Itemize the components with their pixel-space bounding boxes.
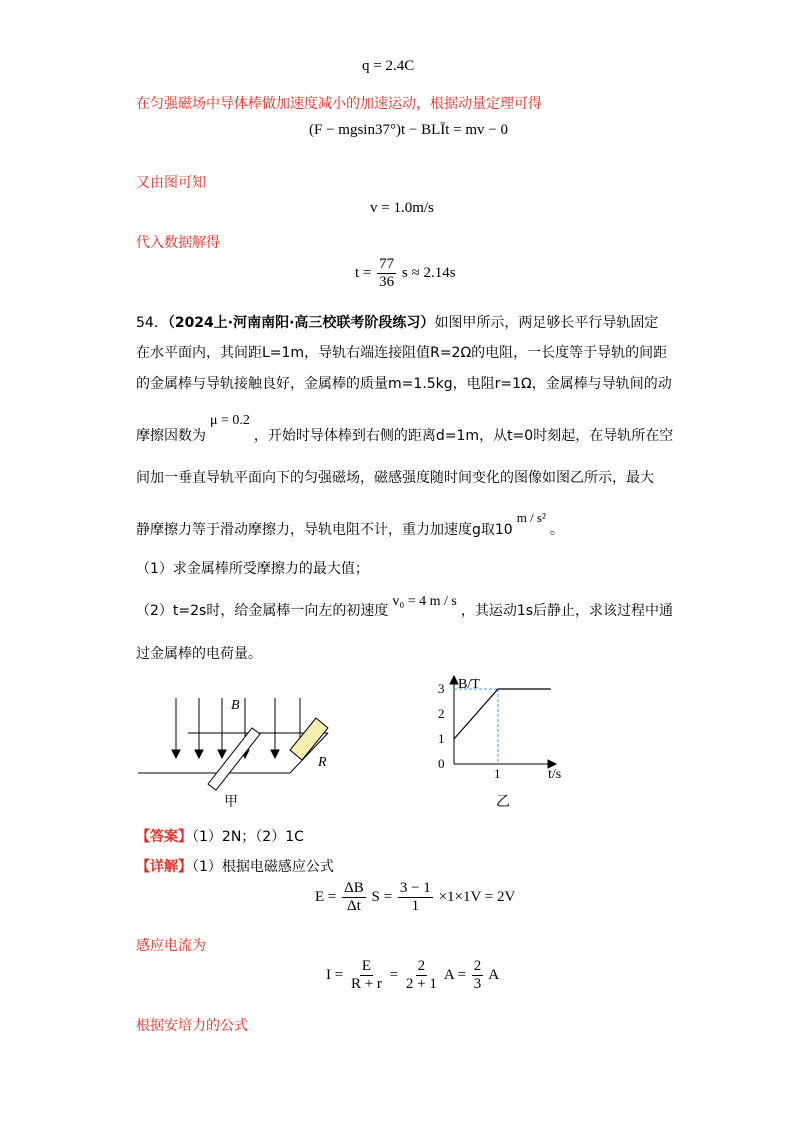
y-tick-0: 0 — [438, 756, 445, 771]
x-axis-label: t/s — [548, 767, 562, 782]
text-current: 感应电流为 — [136, 938, 206, 954]
label-B: B — [231, 698, 240, 713]
text-ampere: 根据安培力的公式 — [136, 1018, 248, 1034]
mu-expression: μ = 0.2 — [210, 413, 250, 428]
question-1: （1）求金属棒所受摩擦力的最大值； — [136, 561, 369, 577]
y-axis-arrow — [450, 676, 458, 684]
eq-charge: q = 2.4C — [362, 58, 415, 74]
y-tick-2: 2 — [438, 706, 445, 721]
problem-line-4: 摩擦因数为μ = 0.2，开始时导体棒到右侧的距离d=1m，从t=0时刻起，在导轨所在空 — [136, 413, 674, 444]
answer-line: 【答案】（1）2N；（2）1C — [136, 829, 304, 845]
caption-jia: 甲 — [224, 794, 238, 810]
text-from-graph: 又由图可知 — [136, 175, 206, 191]
caption-yi: 乙 — [496, 794, 510, 810]
y-axis-label: B/T — [458, 677, 480, 692]
g-unit: m / s² — [516, 510, 546, 525]
eq-time: t = $\frac{77}{36}$ s ≈ 2.14s — [355, 256, 456, 290]
problem-number: 54． — [136, 315, 168, 331]
figure-rails — [130, 690, 350, 810]
problem-line-3: 的金属棒与导轨接触良好，金属棒的质量m=1.5kg，电阻r=1Ω，金属棒与导轨间的动 — [136, 376, 672, 392]
detail-tag: 【详解】 — [136, 859, 192, 875]
y-tick-3: 3 — [438, 681, 445, 696]
eq-momentum: (F − mgsin37°)t − BLĪt = mv − 0 — [309, 122, 509, 138]
figure-bt-graph — [420, 672, 580, 812]
text-momentum-intro: 在匀强磁场中导体棒做加速度减小的加速运动，根据动量定理可得 — [136, 96, 542, 112]
y-tick-1: 1 — [438, 731, 445, 746]
bt-series-line — [454, 689, 551, 739]
detail-line: 【详解】（1）根据电磁感应公式 — [136, 859, 334, 875]
question-2-line-1: （2）t=2s时，给金属棒一向左的初速度v₀ = 4 m / s，其运动1s后静止，求该过程中通 — [136, 594, 674, 619]
eq-velocity: v = 1.0m/s — [370, 200, 434, 216]
problem-line-5: 间加一垂直导轨平面向下的匀强磁场，磁感强度随时间变化的图像如图乙所示，最大 — [136, 470, 654, 486]
answer-tag: 【答案】 — [136, 829, 192, 845]
x-tick-1: 1 — [494, 766, 501, 781]
eq-emf: E = $\frac{\Delta B}{\Delta t}$ S = $\frac{3 - 1}{1}$ ×1×1V = 2V — [315, 880, 516, 914]
text-substitute: 代入数据解得 — [136, 235, 220, 251]
eq-current: I = $\frac{E}{R + r}$ = $\frac{2}{2 + 1}$ A = $\frac{2}{3}$ A — [326, 958, 500, 992]
question-2-line-2: 过金属棒的电荷量。 — [136, 646, 262, 662]
problem-source: （2024上·河南南阳·高三校联考阶段练习） — [167, 315, 435, 331]
problem-line-6: 静摩擦力等于滑动摩擦力，导轨电阻不计，重力加速度g取10m / s²。 — [136, 510, 564, 538]
v0-expression: v₀ = 4 m / s — [392, 594, 457, 609]
problem-line-1: 54．（2024上·河南南阳·高三校联考阶段练习）如图甲所示，两足够长平行导轨固定 — [136, 315, 659, 331]
metal-rod — [208, 728, 260, 790]
problem-line-2: 在水平面内，其间距L=1m，导轨右端连接阻值R=2Ω的电阻，一长度等于导轨的间距 — [136, 345, 668, 361]
label-R: R — [318, 755, 327, 770]
